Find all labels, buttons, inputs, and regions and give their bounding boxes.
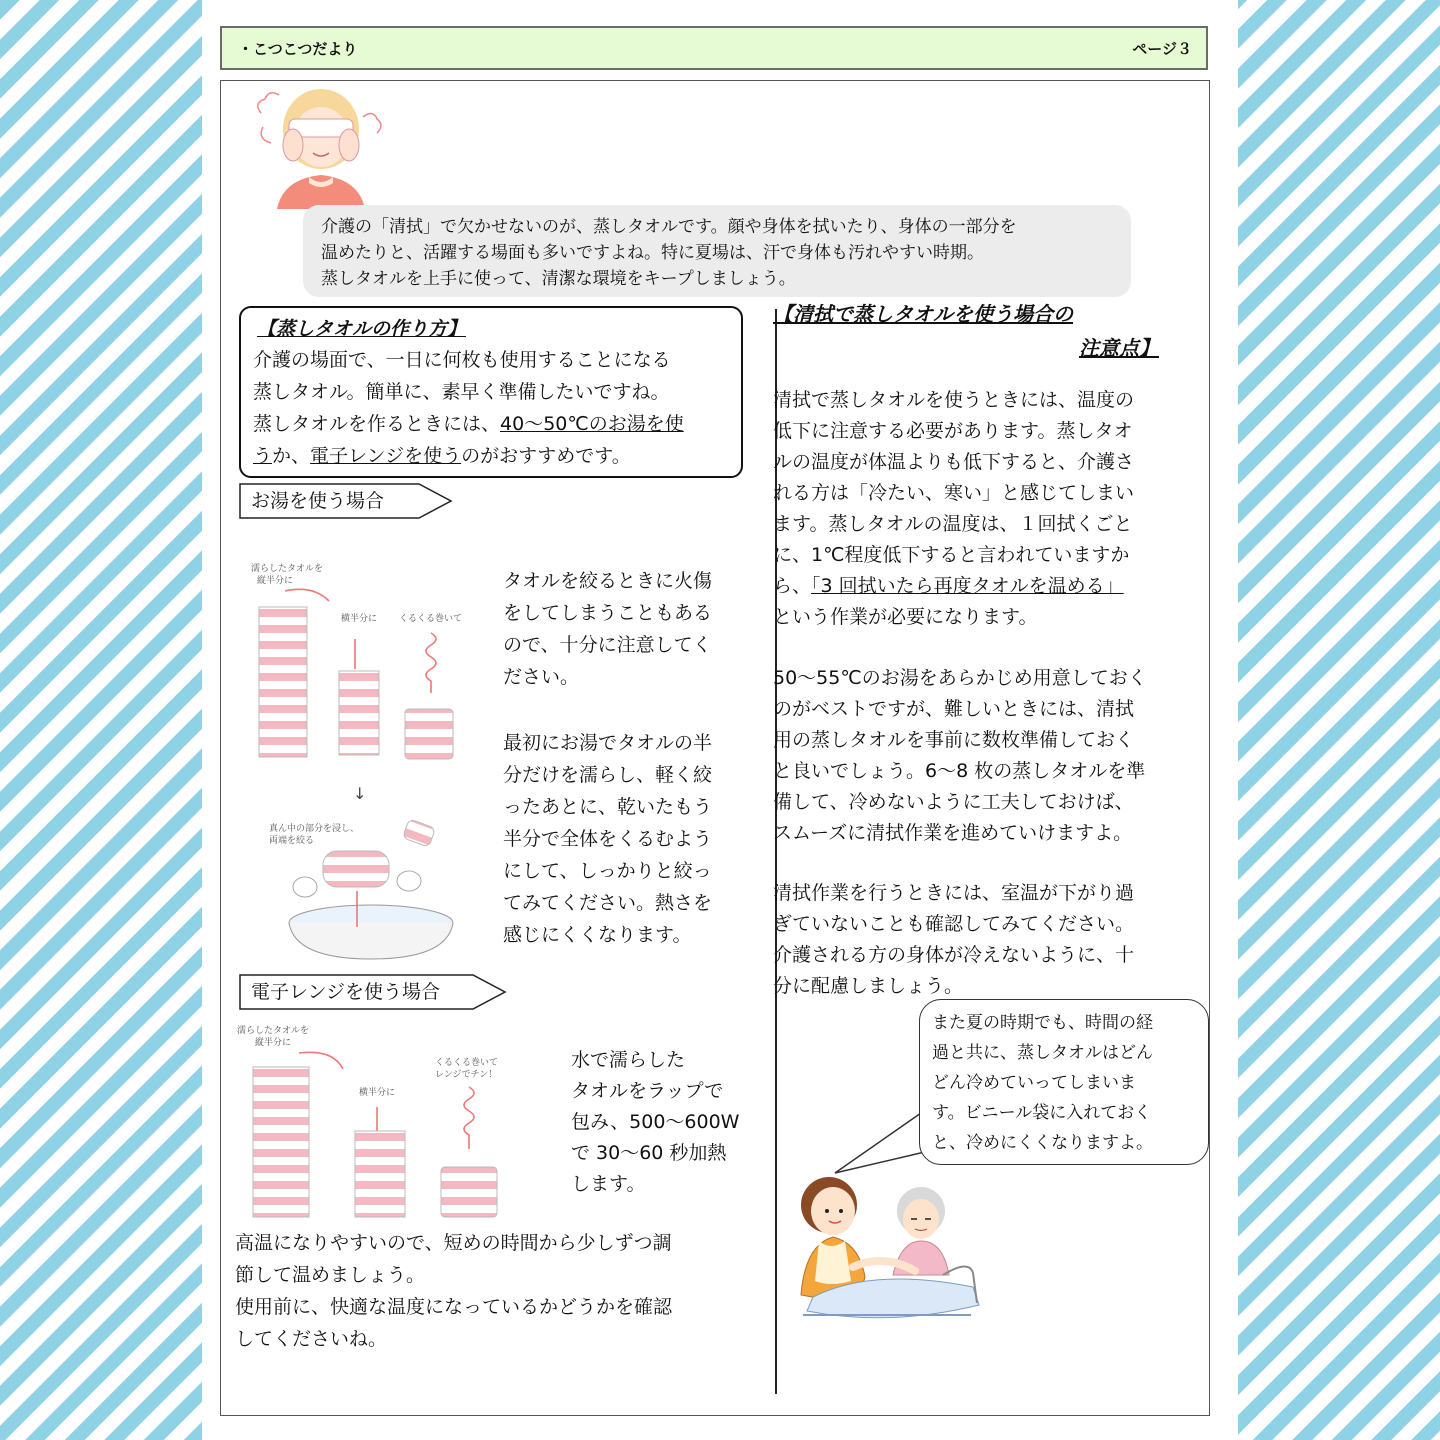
diagram-label: レンジでチン！ xyxy=(435,1070,498,1080)
hot-water-label xyxy=(239,483,453,519)
diagram-label: 濡らしたタオルを xyxy=(237,1026,310,1036)
howto-text: 蒸しタオルを作るときには、 xyxy=(253,413,501,435)
page-header xyxy=(220,26,1208,70)
content-frame xyxy=(220,80,1210,1416)
microwave-bottom-note xyxy=(235,1227,672,1355)
caution-line: ます。蒸しタオルの温度は、１回拭くごと xyxy=(773,513,1133,535)
newsletter-title: ・こつこつだより xyxy=(238,40,358,58)
intro-bubble xyxy=(303,205,1131,297)
caution-line: ルの温度が体温よりも低下すると、介護さ xyxy=(773,451,1135,473)
caution-line xyxy=(773,571,1134,602)
howto-text: か、 xyxy=(272,445,311,467)
caution-line: れる方は「冷たい、寒い」と感じてしまい xyxy=(773,482,1135,504)
note-line: 高温になりやすいので、短めの時間から少しずつ調 xyxy=(235,1232,672,1254)
speech-line: どん冷めていってしまいま xyxy=(932,1073,1136,1093)
note-line: 水で濡らした xyxy=(571,1049,686,1071)
note-line: 感じにくくなります。 xyxy=(503,924,692,946)
caution-text: ら、 xyxy=(773,575,812,597)
intro-line: 蒸しタオルを上手に使って、清潔な環境をキープしましょう。 xyxy=(321,269,796,289)
intro-line: 温めたりと、活躍する場面も多いですよね。特に夏場は、汗で身体も汚れやすい時期。 xyxy=(321,243,984,263)
diagram-label: 横半分に xyxy=(359,1088,396,1098)
note-line: をしてしまうこともある xyxy=(503,602,713,624)
diagram-label: くるくる巻いて xyxy=(435,1058,499,1068)
note-line: にして、しっかりと絞っ xyxy=(503,860,712,882)
diagram-label: 濡らしたタオルを xyxy=(251,564,324,574)
note-line: 節して温めましょう。 xyxy=(235,1264,426,1286)
speech-line: 過と共に、蒸しタオルはどん xyxy=(932,1043,1153,1063)
diagram-label: 両端を絞る xyxy=(269,836,315,846)
caution-line: という作業が必要になります。 xyxy=(773,606,1038,628)
intro-line: 介護の「清拭」で欠かせないのが、蒸しタオルです。顔や身体を拭いたり、身体の一部分を xyxy=(321,217,1017,237)
howto-box xyxy=(239,306,743,478)
howto-line xyxy=(253,440,729,472)
caution-line: 50～55℃のお湯をあらかじめ用意しておく xyxy=(773,667,1147,689)
caution-line: 用の蒸しタオルを事前に数枚準備しておく xyxy=(773,729,1135,751)
diagram-label: 縦半分に xyxy=(257,576,294,586)
speech-line: と、冷めにくくなりますよ。 xyxy=(932,1133,1153,1153)
caution-para-3 xyxy=(773,878,1134,1002)
note-line: ので、十分に注意してく xyxy=(503,634,712,656)
hot-water-note-2 xyxy=(503,727,712,951)
note-line: ださい。 xyxy=(503,666,580,688)
howto-line: 蒸しタオル。簡単に、素早く準備したいですね。 xyxy=(253,381,670,403)
speech-line: す。ビニール袋に入れておく xyxy=(932,1103,1152,1123)
caution-line: 介護される方の身体が冷えないように、十 xyxy=(773,944,1135,966)
caution-line: 清拭作業を行うときには、室温が下がり過 xyxy=(773,882,1135,904)
caution-title-line2: 注意点】 xyxy=(1079,336,1159,360)
howto-title: 【蒸しタオルの作り方】 xyxy=(257,318,467,340)
diagram-label: 縦半分に xyxy=(255,1038,292,1048)
newsletter-page xyxy=(202,0,1238,1440)
caution-line: 低下に注意する必要があります。蒸しタオ xyxy=(773,420,1133,442)
note-line: 使用前に、快適な温度になっているかどうかを確認 xyxy=(235,1296,673,1318)
caution-line: と良いでしょう。6～8 枚の蒸しタオルを準 xyxy=(773,760,1146,782)
note-line: ったあとに、乾いたもう xyxy=(503,796,713,818)
caution-line: のがベストですが、難しいときには、清拭 xyxy=(773,698,1135,720)
page-number: ページ３ xyxy=(1132,40,1192,58)
caution-line: ぎていないことも確認してみてください。 xyxy=(773,913,1135,935)
microwave-label-text: 電子レンジを使う場合 xyxy=(251,981,441,1003)
hot-water-note-1 xyxy=(503,565,712,693)
note-line: で 30～60 秒加熱 xyxy=(571,1142,727,1164)
caution-line: 分に配慮しましょう。 xyxy=(773,975,964,997)
diagram-label: 横半分に xyxy=(341,614,378,624)
speech-bubble xyxy=(919,999,1209,1165)
note-line: 最初にお湯でタオルの半 xyxy=(503,732,713,754)
note-line: 分だけを濡らし、軽く絞 xyxy=(503,764,713,786)
caution-title-line1: 【清拭で蒸しタオルを使う場合の xyxy=(773,302,1073,326)
note-line: タオルを絞るときに火傷 xyxy=(503,570,713,592)
note-line: 包み、500～600W xyxy=(571,1111,740,1133)
note-line: 半分で全体をくるむよう xyxy=(503,828,713,850)
howto-line xyxy=(253,408,729,440)
caution-line: 備して、冷めないように工夫しておけば、 xyxy=(773,791,1134,813)
howto-text: う xyxy=(253,445,273,467)
speech-tail xyxy=(833,1111,933,1175)
hot-water-temp: 40～50℃のお湯を使 xyxy=(500,413,684,435)
note-line: します。 xyxy=(571,1173,646,1195)
microwave-label xyxy=(239,974,507,1010)
caution-line: 清拭で蒸しタオルを使うときには、温度の xyxy=(773,389,1135,411)
note-line: タオルをラップで xyxy=(571,1080,724,1102)
woman-steam-towel-illustration xyxy=(251,83,391,209)
note-line: てみてください。熱さを xyxy=(503,892,713,914)
howto-text: のがおすすめです。 xyxy=(461,445,631,467)
caregiver-bedbath-illustration xyxy=(793,1175,983,1325)
microwave-towel-diagram xyxy=(235,1021,525,1221)
diagram-label: 真ん中の部分を浸し、 xyxy=(269,824,360,834)
down-arrow-icon: ↓ xyxy=(353,784,367,803)
caution-line: に、1℃程度低下すると言われていますか xyxy=(773,544,1130,566)
hot-water-towel-diagram xyxy=(245,561,485,961)
speech-line: また夏の時期でも、時間の経 xyxy=(932,1013,1153,1033)
microwave-tip: 電子レンジを使う xyxy=(310,445,462,467)
howto-line: 介護の場面で、一日に何枚も使用することになる xyxy=(253,349,671,371)
caution-line: スムーズに清拭作業を進めていけますよ。 xyxy=(773,822,1133,844)
note-line: してくださいね。 xyxy=(235,1328,388,1350)
hot-water-label-text: お湯を使う場合 xyxy=(251,490,385,512)
reheat-rule: 「3 回拭いたら再度タオルを温める」 xyxy=(811,575,1124,597)
microwave-note xyxy=(571,1045,739,1200)
caution-para-1 xyxy=(773,385,1134,633)
diagram-label: くるくる巻いて xyxy=(399,614,463,624)
caution-para-2 xyxy=(773,663,1147,849)
